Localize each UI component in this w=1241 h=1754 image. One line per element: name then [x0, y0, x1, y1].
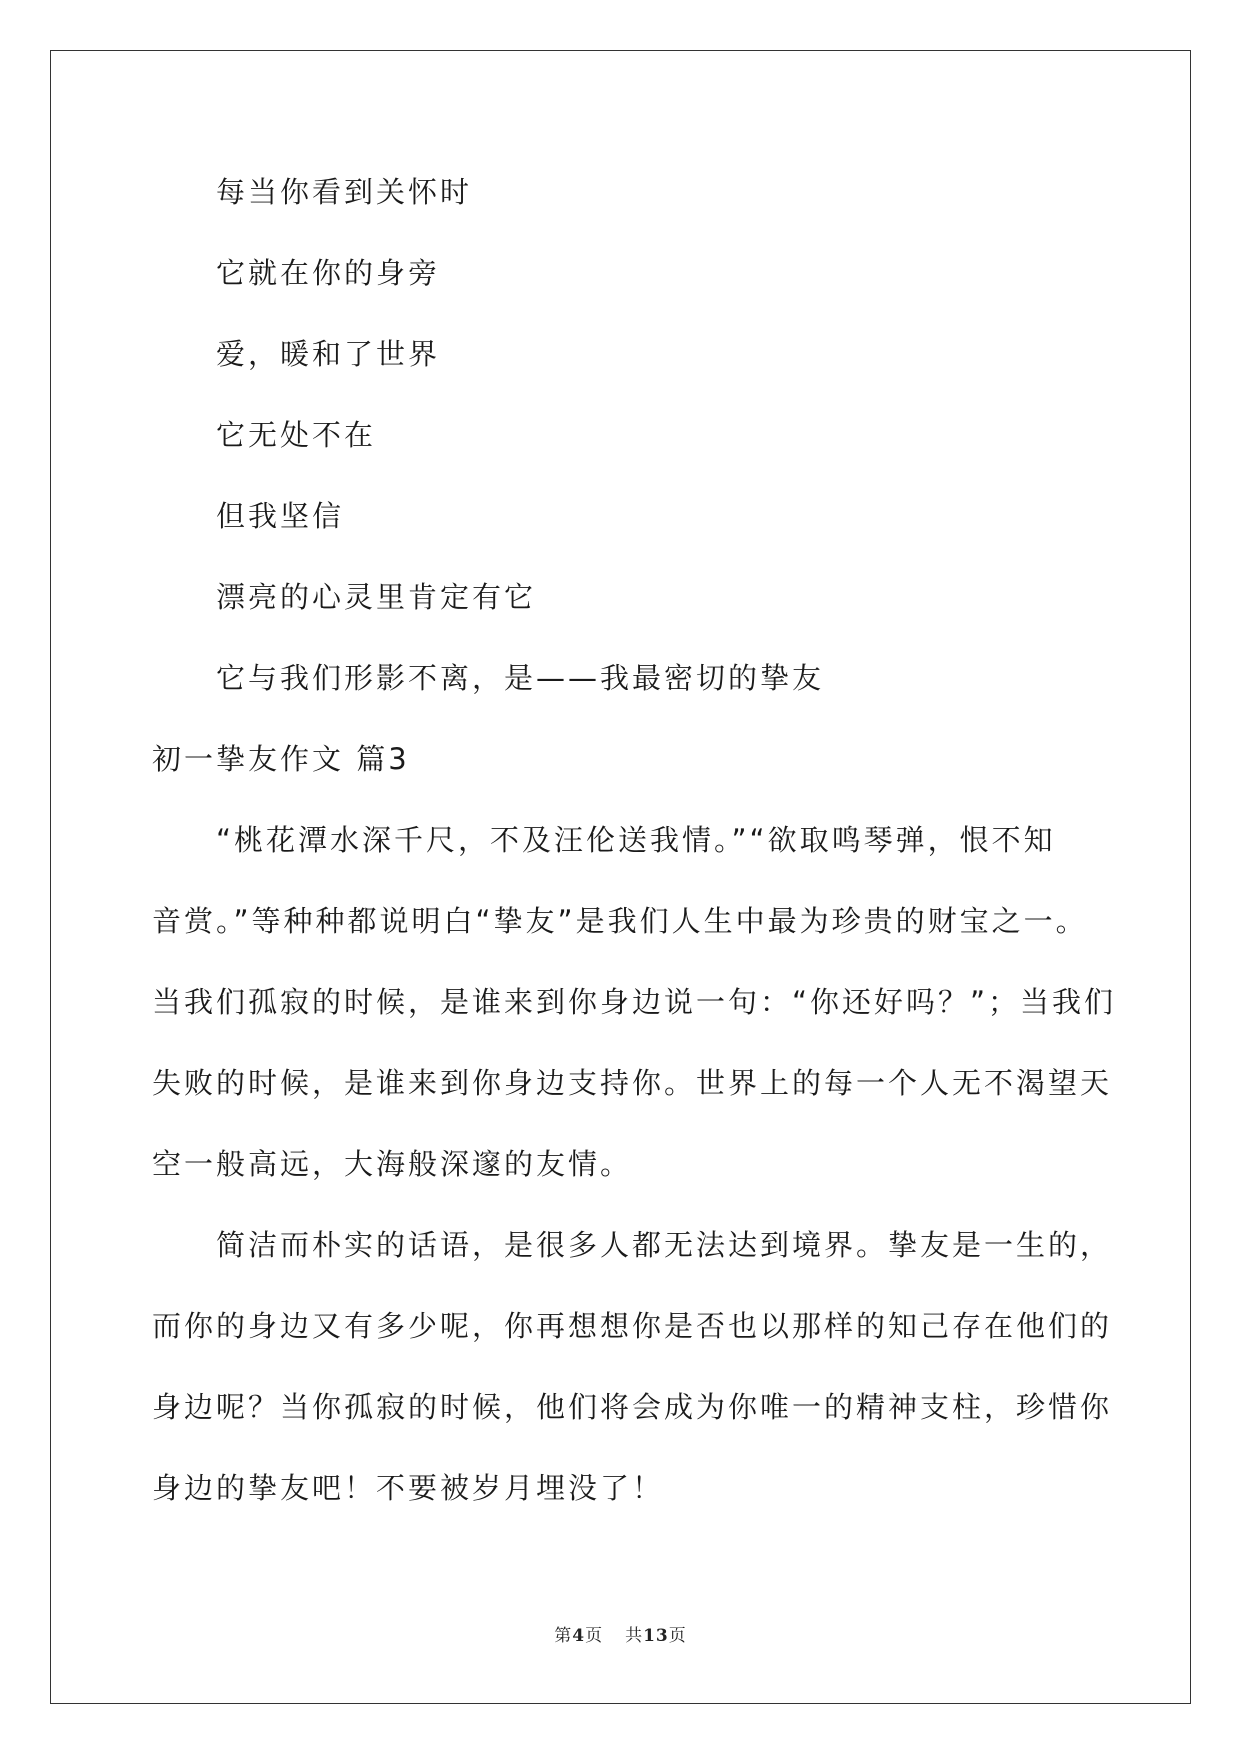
- poem-line: 它无处不在: [216, 418, 377, 452]
- paragraph-line: 简洁而朴实的话语，是很多人都无法达到境界。挚友是一生的，: [216, 1228, 1113, 1262]
- poem-line: 但我坚信: [216, 499, 345, 533]
- paragraph-line: 音赏。”等种种都说明白“挚友”是我们人生中最为珍贵的财宝之一。: [152, 904, 1088, 938]
- paragraph-line: 当我们孤寂的时候，是谁来到你身边说一句：“你还好吗？”；当我们: [152, 985, 1117, 1019]
- page-number: 4: [572, 1626, 586, 1646]
- poem-line: 漂亮的心灵里肯定有它: [216, 580, 537, 614]
- total-pages: 13: [643, 1626, 669, 1646]
- paragraph-line: 而你的身边又有多少呢，你再想想你是否也以那样的知己存在他们的: [152, 1309, 1113, 1343]
- section-heading: 初一挚友作文 篇3: [152, 742, 410, 776]
- paragraph-line: 身边呢？当你孤寂的时候，他们将会成为你唯一的精神支柱，珍惜你: [152, 1390, 1113, 1424]
- page-border: [50, 50, 1191, 1704]
- page-footer: [0, 1621, 1241, 1646]
- poem-line: 它与我们形影不离，是——我最密切的挚友: [216, 661, 825, 695]
- poem-line: 爱，暖和了世界: [216, 337, 441, 371]
- page-suffix: 页: [585, 1626, 604, 1646]
- paragraph-line: 身边的挚友吧！不要被岁月埋没了！: [152, 1471, 665, 1505]
- poem-line: 每当你看到关怀时: [216, 175, 473, 209]
- paragraph-line: “桃花潭水深千尺，不及汪伦送我情。”“欲取鸣琴弹，恨不知: [216, 823, 1056, 857]
- page-prefix: 第: [554, 1626, 573, 1646]
- total-prefix: 共: [625, 1626, 644, 1646]
- total-suffix: 页: [668, 1626, 687, 1646]
- poem-line: 它就在你的身旁: [216, 256, 441, 290]
- paragraph-line: 空一般高远，大海般深邃的友情。: [152, 1147, 633, 1181]
- paragraph-line: 失败的时候，是谁来到你身边支持你。世界上的每一个人无不渴望天: [152, 1066, 1113, 1100]
